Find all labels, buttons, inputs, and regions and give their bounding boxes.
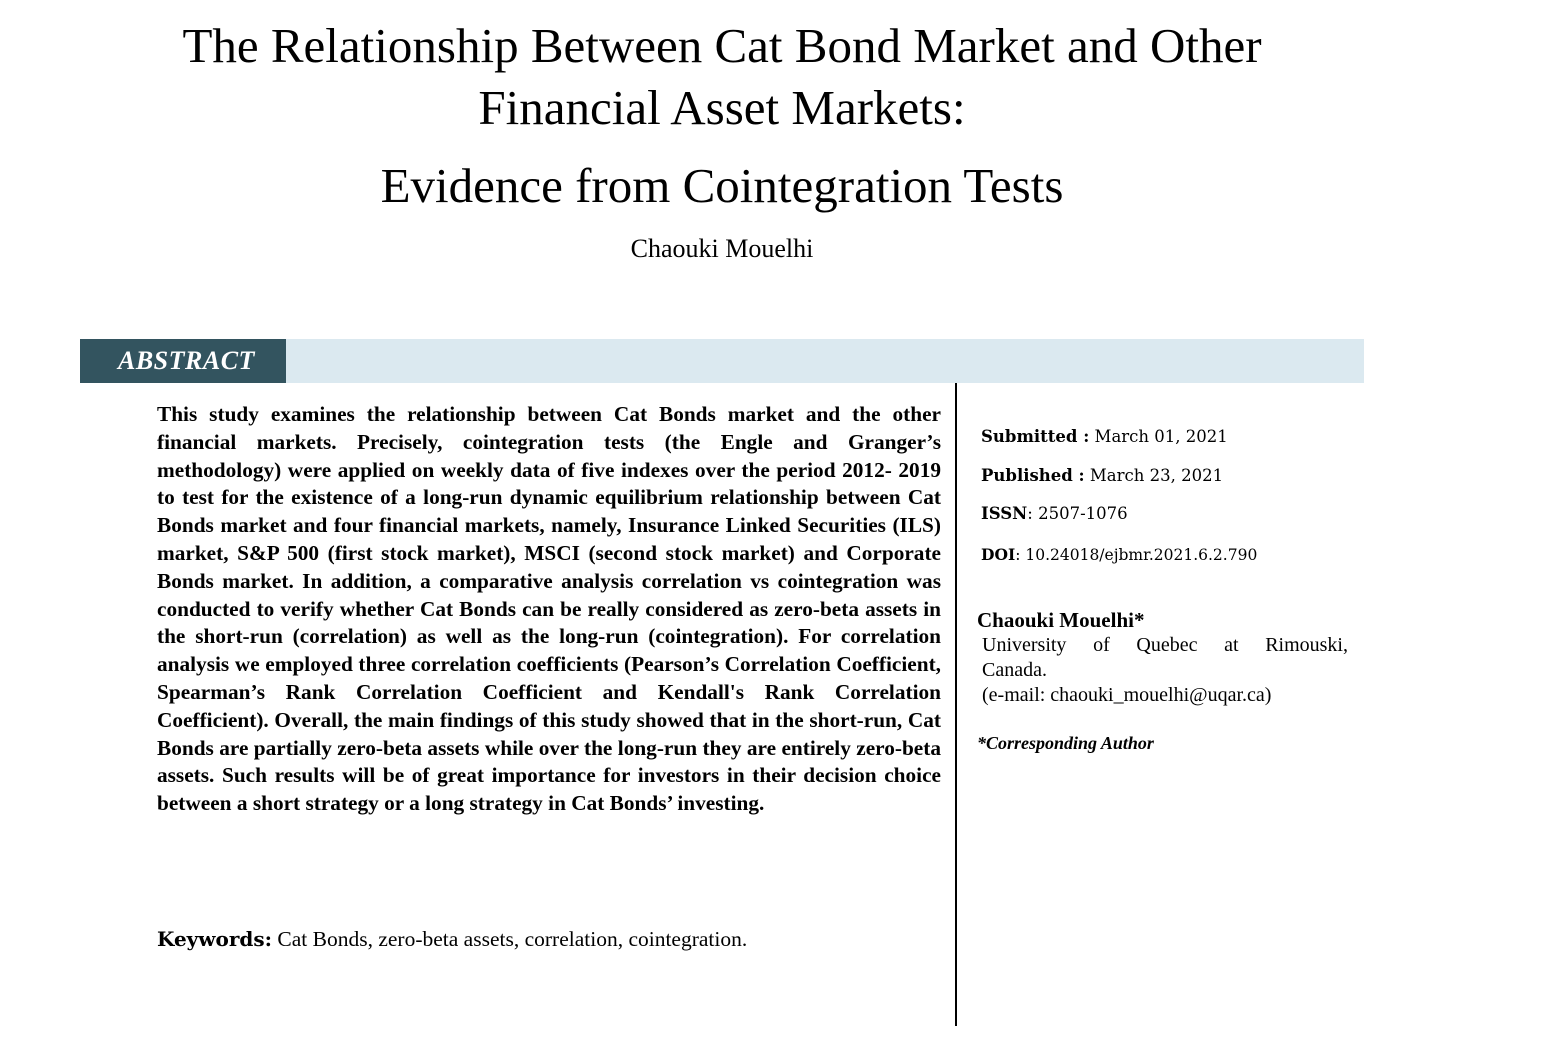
abstract-header-bar: [80, 339, 1364, 383]
title-line-2: Financial Asset Markets:: [478, 80, 966, 135]
keywords: [157, 925, 947, 953]
submitted-date: [981, 426, 1228, 448]
published-label: Published :: [981, 466, 1085, 485]
affiliation-email: (e-mail: chaouki_mouelhi@uqar.ca): [982, 684, 1272, 706]
published-date: [981, 465, 1223, 487]
submitted-value: March 01, 2021: [1094, 427, 1228, 446]
abstract-heading: ABSTRACT: [80, 339, 286, 383]
column-divider: [955, 383, 957, 1026]
corresponding-author-note: *Corresponding Author: [977, 733, 1154, 753]
affiliation-country: Canada.: [982, 659, 1047, 681]
doi-value: : 10.24018/ejbmr.2021.6.2.790: [1015, 546, 1258, 564]
affiliation-author: Chaouki Mouelhi*: [977, 608, 1145, 632]
keywords-label: Keywords:: [157, 927, 273, 951]
title-line-3: Evidence from Cointegration Tests: [380, 158, 1064, 213]
author-name: Chaouki Mouelhi: [630, 234, 814, 263]
issn-value: : 2507-1076: [1027, 504, 1128, 523]
doi-label: DOI: [981, 545, 1016, 564]
abstract-body: This study examines the relationship between Cat Bonds market and the other financial markets. Precisely, cointegration tests (the Engle and Granger’s methodology) were applied on weekly data of five indexes over the period 2012- 2019 to test for the existence of a long-run dynamic equilibrium relationship between Cat Bonds market and four financial markets, namely, Insurance Linked Securities (ILS) market, S&P 500 (first stock market), MSCI (second stock market) and Corporate Bonds market. In addition, a comparative analysis correlation vs cointegration was conducted to verify whether Cat Bonds can be really considered as zero-beta assets in the short-run (correlation) as well as the long-run (cointegration). For correlation analysis we employed three correlation coefficients (Pearson’s Correlation Coefficient, Spearman’s Rank Correlation Coefficient and Kendall's Rank Correlation Coefficient). Overall, the main findings of this study showed that in the short-run, Cat Bonds are partially zero-beta assets while over the long-run they are entirely zero-beta assets. Such results will be of great importance for investors in their decision choice between a short strategy or a long strategy in Cat Bonds’ investing.: [157, 402, 941, 816]
keywords-list: Cat Bonds, zero-beta assets, correlation, cointegration.: [277, 927, 748, 951]
issn-label: ISSN: [981, 504, 1028, 523]
issn: [981, 503, 1128, 525]
submitted-label: Submitted :: [981, 427, 1090, 446]
title-line-1: The Relationship Between Cat Bond Market and Other: [182, 18, 1262, 73]
affiliation-university: University of Quebec at Rimouski,: [982, 634, 1348, 656]
doi: [981, 544, 1257, 566]
published-value: March 23, 2021: [1089, 466, 1224, 485]
